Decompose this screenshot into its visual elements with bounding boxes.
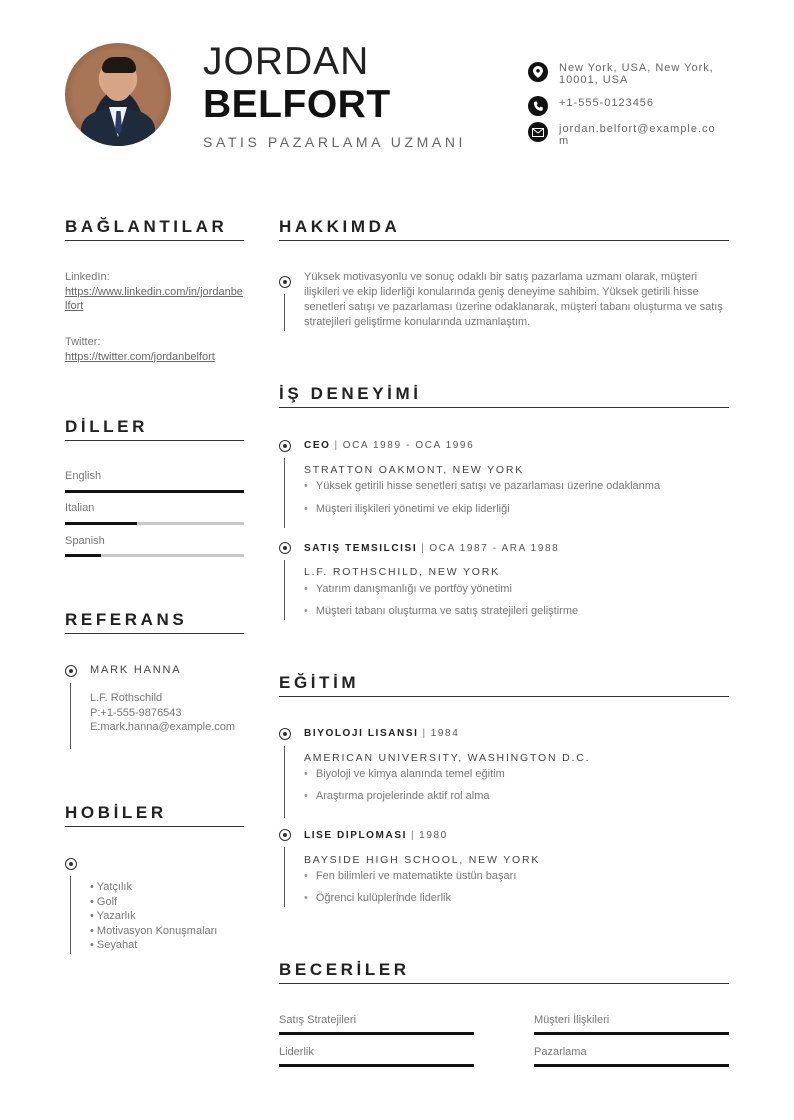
- links-title: BAĞLANTILAR: [65, 217, 228, 236]
- hobbies-dot: [65, 858, 77, 870]
- skill-bar: [534, 1032, 729, 1035]
- language-english-bar: [65, 490, 244, 493]
- hobby-item: • Motivasyon Konuşmaları: [90, 924, 218, 937]
- twitter-link[interactable]: https://twitter.com/jordanbelfort: [65, 350, 215, 363]
- skill-label: Pazarlama: [534, 1046, 587, 1058]
- languages-title: DİLLER: [65, 417, 148, 436]
- job-heading: SATIŞ TEMSILCISI | OCA 1987 - ARA 1988: [304, 543, 560, 554]
- reference-dot: [65, 665, 77, 677]
- hobby-item: • Yatçılık: [90, 881, 132, 893]
- about-dot: [279, 276, 291, 288]
- hobbies-title: HOBİLER: [65, 803, 167, 822]
- education-degree: BIYOLOJI LISANSI: [304, 728, 419, 739]
- education-bullet: • Fen bilimleri ve matematikte üstün başarı: [304, 870, 516, 882]
- education-degree: LISE DIPLOMASI: [304, 830, 407, 841]
- experience-dot: [279, 440, 291, 452]
- job-heading: CEO | OCA 1989 - OCA 1996: [304, 440, 475, 451]
- languages-rule: [65, 440, 244, 441]
- job-period: OCA 1987 - ARA 1988: [429, 543, 560, 554]
- contact-email: [528, 122, 728, 147]
- language-english-label: English: [65, 470, 102, 482]
- education-line: [284, 746, 285, 818]
- skill-bar: [534, 1064, 729, 1067]
- education-title: EĞİTİM: [279, 673, 360, 692]
- job-period: OCA 1989 - OCA 1996: [342, 440, 475, 451]
- about-line: [284, 294, 285, 331]
- experience-title: İŞ DENEYİMİ: [279, 384, 422, 403]
- contact-phone: [528, 96, 728, 116]
- job-role: CEO: [304, 440, 331, 451]
- last-name: BELFORT: [203, 83, 391, 126]
- skill-label: Satış Stratejileri: [279, 1014, 357, 1026]
- about-text: Yüksek motivasyonlu ve sonuç odaklı bir satış pazarlama uzmanı olarak, müşteri ilişkileri ve ekip liderliği konularında geniş deneyime sahibim. Yüksek getirili hisse senetleri satışı ve pazarlaması üzerine odaklanarak, müşteri tabanı oluşturma ve satış stratejileri geliştirme konularında uzmanlaştım.: [304, 271, 723, 328]
- job-bullet: • Müşteri tabanı oluşturma ve satış stratejileri geliştirme: [304, 605, 578, 617]
- skills-rule: [279, 983, 729, 984]
- education-bullet: • Öğrenci kulüplerinde liderlik: [304, 892, 451, 904]
- links-rule: [65, 240, 244, 241]
- skill-label: Müşteri İlişkileri: [534, 1014, 610, 1026]
- job-bullet: • Yatırım danışmanlığı ve portföy yönetimi: [304, 583, 512, 595]
- hobbies-rule: [65, 826, 244, 827]
- job-org: STRATTON OAKMONT, NEW YORK: [304, 464, 525, 476]
- education-year: 1984: [430, 728, 460, 739]
- reference-details: [90, 691, 240, 735]
- education-school: AMERICAN UNIVERSITY, WASHINGTON D.C.: [304, 752, 591, 764]
- education-dot: [279, 728, 291, 740]
- reference-company: L.F. Rothschild: [90, 692, 163, 704]
- hobby-item: • Seyahat: [90, 939, 138, 951]
- phone-icon: [528, 96, 548, 116]
- references-title: REFERANS: [65, 610, 188, 629]
- skill-label: Liderlik: [279, 1046, 314, 1058]
- hobbies-list: [90, 880, 217, 953]
- first-name: JORDAN: [203, 40, 370, 83]
- experience-rule: [279, 407, 729, 408]
- email-text: jordan.belfort@example.com: [559, 123, 716, 147]
- education-year: 1980: [419, 830, 448, 841]
- job-title: SATIS PAZARLAMA UZMANI: [203, 134, 467, 150]
- address-text: New York, USA, New York, 10001, USA: [559, 62, 714, 86]
- hobbies-line: [70, 876, 71, 954]
- education-bullet: • Biyoloji ve kimya alanında temel eğitim: [304, 768, 505, 780]
- reference-name: MARK HANNA: [90, 664, 182, 676]
- language-italian-bar: [65, 522, 244, 525]
- experience-line: [284, 560, 285, 620]
- hobby-item: • Golf: [90, 895, 118, 908]
- experience-dot: [279, 542, 291, 554]
- language-spanish-label: Spanish: [65, 535, 105, 547]
- reference-phone: P:+1-555-9876543: [90, 706, 182, 719]
- contact-address: [528, 62, 728, 86]
- job-org: L.F. ROTHSCHILD, NEW YORK: [304, 566, 500, 578]
- about-title: HAKKIMDA: [279, 217, 401, 236]
- education-heading: BIYOLOJI LISANSI | 1984: [304, 728, 460, 739]
- skill-bar: [279, 1064, 474, 1067]
- skills-title: BECERİLER: [279, 960, 410, 979]
- references-rule: [65, 633, 244, 634]
- profile-photo: [65, 43, 171, 146]
- twitter-block: [65, 335, 244, 364]
- email-icon: [528, 122, 548, 142]
- about-rule: [279, 240, 729, 241]
- education-school: BAYSIDE HIGH SCHOOL, NEW YORK: [304, 854, 541, 866]
- job-bullet: • Yüksek getirili hisse senetleri satışı ve pazarlaması üzerine odaklanma: [304, 480, 660, 492]
- job-role: SATIŞ TEMSILCISI: [304, 543, 418, 554]
- reference-email: E:mark.hanna@example.com: [90, 721, 236, 733]
- education-line: [284, 847, 285, 907]
- education-dot: [279, 829, 291, 841]
- skill-bar: [279, 1032, 474, 1035]
- reference-line: [70, 683, 71, 749]
- education-bullet: • Araştırma projelerinde aktif rol alma: [304, 790, 489, 802]
- education-rule: [279, 696, 729, 697]
- linkedin-block: [65, 270, 244, 314]
- linkedin-label: LinkedIn:: [65, 271, 110, 283]
- education-heading: LISE DIPLOMASI | 1980: [304, 830, 448, 841]
- linkedin-link[interactable]: https://www.linkedin.com/in/jordanbelfort: [65, 285, 243, 312]
- location-pin-icon: [528, 62, 548, 82]
- language-spanish-bar: [65, 554, 244, 557]
- phone-text: +1-555-0123456: [559, 97, 655, 109]
- twitter-label: Twitter:: [65, 336, 101, 348]
- hobby-item: • Yazarlık: [90, 910, 136, 922]
- experience-line: [284, 458, 285, 528]
- language-italian-label: Italian: [65, 502, 95, 514]
- job-bullet: • Müşteri ilişkileri yönetimi ve ekip liderliği: [304, 503, 510, 515]
